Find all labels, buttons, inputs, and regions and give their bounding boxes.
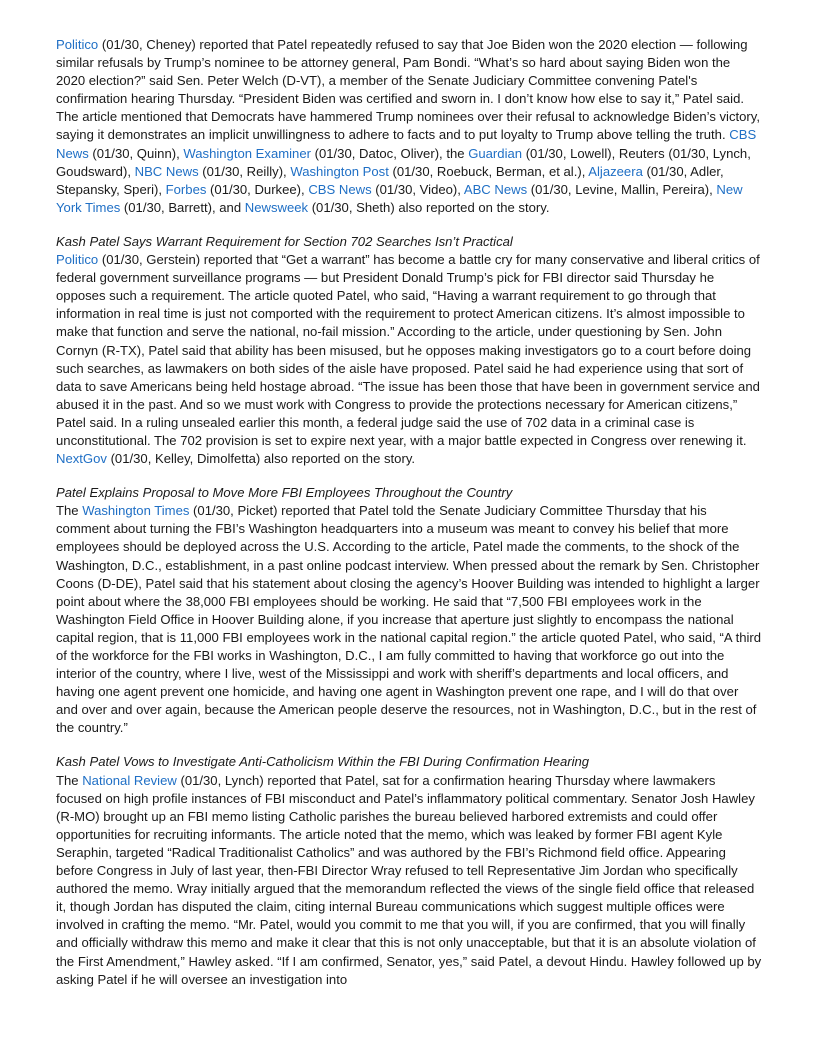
source-link[interactable]: Washington Examiner [183, 145, 311, 161]
source-link[interactable]: Politico [56, 252, 99, 268]
article-text: (01/30, Picket) reported that Patel told the Senate Judiciary Committee Thursday that his comment about turning the FBI’s Washington headquarters into a museum was meant to convey his belief that more employees should be deployed across the U.S. According to the article, Patel made the comments, to the shock of the Washington, D.C., establishment, in a past online podcast interview. When pressed about the remark by Sen. Christopher Coons (D-DE), Patel said that his statement about closing the agency’s Hoover Building was intended to highlight a larger point about where the 38,000 FBI employees should be working. He said that “7,500 FBI employees work in the Washington Field Office in Hoover Building alone, if you increase that aperture just slightly to encompass the national capital region, that is 11,000 FBI employees work in the national capital region.” the article quoted Patel, who said, “A third of the workforce for the FBI works in Washington, D.C., I am fully committed to having that workforce go out into the interior of the country, where I live, west of the Mississippi and work with sheriff’s departments and local officers, and having one agent prevent one homicide, and having one agent in Washington prevent one rape, and I will do that over and over and over again, because the American people deserve the resources, not in Washington, D.C., but in the rest of the country.” [56, 503, 762, 736]
source-link[interactable]: National Review [82, 772, 177, 788]
document-page [56, 36, 762, 1005]
article-text: (01/30, Reilly), [198, 163, 291, 179]
article-paragraph [56, 753, 762, 988]
article-paragraph [56, 233, 762, 468]
source-link[interactable]: Forbes [165, 181, 207, 197]
article-list [56, 36, 762, 989]
article-text: (01/30, Lynch) reported that Patel, sat for a confirmation hearing Thursday where lawmakers focused on high profile instances of FBI misconduct and Patel’s inflammatory political commentary. Senator Josh Hawley (R-MO) brought up an FBI memo listing Catholic parishes the bureau believed harbored extremists and could offer opportunities for recruiting informants. The article noted that the memo, which was leaked by former FBI agent Kyle Seraphin, targeted “Radical Traditionalist Catholics” and was authored by the FBI’s Richmond field office. Appearing before Congress in July of last year, then-FBI Director Wray refused to tell Representative Jim Jordan who specifically authored the memo. Wray initially argued that the memorandum reflected the views of the single field office that released it, though Jordan has disputed the claim, citing internal Bureau communications which suggest multiple offices were involved in crafting the memo. “Mr. Patel, would you commit to me that you will, if you are confirmed, that you will finally and officially withdraw this memo and make it clear that this is not only unacceptable, but that it is an absolute violation of the First Amendment,” Hawley asked. “If I am confirmed, Senator, yes,” said Patel, a devout Hindu. Hawley followed up by asking Patel if he will oversee an investigation into [56, 772, 762, 987]
article-text: (01/30, Levine, Mallin, Pereira), [527, 181, 717, 197]
article-heading: Kash Patel Vows to Investigate Anti-Catholicism Within the FBI During Confirmation Hearing [56, 754, 590, 770]
article-text: (01/30, Gerstein) reported that “Get a warrant” has become a battle cry for many conservative and liberal critics of federal government surveillance programs — but President Donald Trump’s pick for FBI director said Thursday he opposes such a requirement. The article quoted Patel, who said, “Having a warrant requirement to go through that information in real time is just not comported with the requirement to protect American citizens. It’s almost impossible to make that function and serve the national, no-fail mission.” According to the article, under questioning by Sen. John Cornyn (R-TX), Patel said that ability has been misused, but he opposes making investigators go to a court before doing such searches, as lawmakers on both sides of the aisle have proposed. Patel said he had experience using that sort of data to save Americans being held hostage abroad. “The issue has been those that have been in government service and abused it in the past. And so we must work with Congress to provide the protections necessary for American citizens,” Patel said. In a ruling unsealed earlier this month, a federal judge said the use of 702 data in a criminal case is unconstitutional. The 702 provision is set to expire next year, with a major battle expected in Congress over renewing it. [56, 252, 760, 448]
article-heading: Patel Explains Proposal to Move More FBI Employees Throughout the Country [56, 485, 513, 501]
article-text: (01/30, Lowell), Reuters (01/30, Lynch, Goudsward), [56, 145, 751, 179]
source-link[interactable]: ABC News [463, 181, 528, 197]
article-paragraph [56, 36, 762, 217]
article-text: (01/30, Quinn), [88, 145, 184, 161]
article-text: The [56, 503, 83, 519]
article-text: (01/30, Roebuck, Berman, et al.), [388, 163, 589, 179]
source-link[interactable]: CBS News [308, 181, 372, 197]
article-heading: Kash Patel Says Warrant Requirement for Section 702 Searches Isn’t Practical [56, 233, 513, 249]
article-text: The [56, 772, 83, 788]
article-text: (01/30, Sheth) also reported on the story. [308, 199, 550, 215]
source-link[interactable]: Newsweek [244, 199, 309, 215]
article-text: (01/30, Video), [371, 181, 464, 197]
source-link[interactable]: Guardian [468, 145, 523, 161]
article-text: (01/30, Datoc, Oliver), the [310, 145, 469, 161]
article-text: (01/30, Adler, Stepansky, Speri), [56, 163, 724, 197]
article-paragraph [56, 484, 762, 737]
article-text: (01/30, Cheney) reported that Patel repeatedly refused to say that Joe Biden won the 2020 election — following similar refusals by Trump’s nominee to be attorney general, Pam Bondi. “What’s so hard about saying Biden won the 2020 election?” said Sen. Peter Welch (D-VT), a member of the Senate Judiciary Committee convening Patel's confirmation hearing Thursday. “President Biden was certified and sworn in. I don’t know how else to say it,” Patel said. The article mentioned that Democrats have hammered Trump nominees over their refusal to acknowledge Biden’s victory, saying it demonstrates an implicit unwillingness to adhere to facts and to put loyalty to Trump above telling the truth. [56, 37, 761, 143]
source-link[interactable]: New York Times [56, 181, 743, 215]
source-link[interactable]: Aljazeera [588, 163, 643, 179]
article-text: (01/30, Durkee), [206, 181, 309, 197]
article-text: (01/30, Barrett), and [120, 199, 245, 215]
article-text: (01/30, Kelley, Dimolfetta) also reported on the story. [106, 451, 416, 467]
source-link[interactable]: NBC News [134, 163, 199, 179]
source-link[interactable]: Washington Times [82, 503, 190, 519]
source-link[interactable]: Washington Post [290, 163, 389, 179]
source-link[interactable]: CBS News [56, 127, 757, 161]
source-link[interactable]: NextGov [56, 451, 107, 467]
source-link[interactable]: Politico [56, 37, 99, 52]
